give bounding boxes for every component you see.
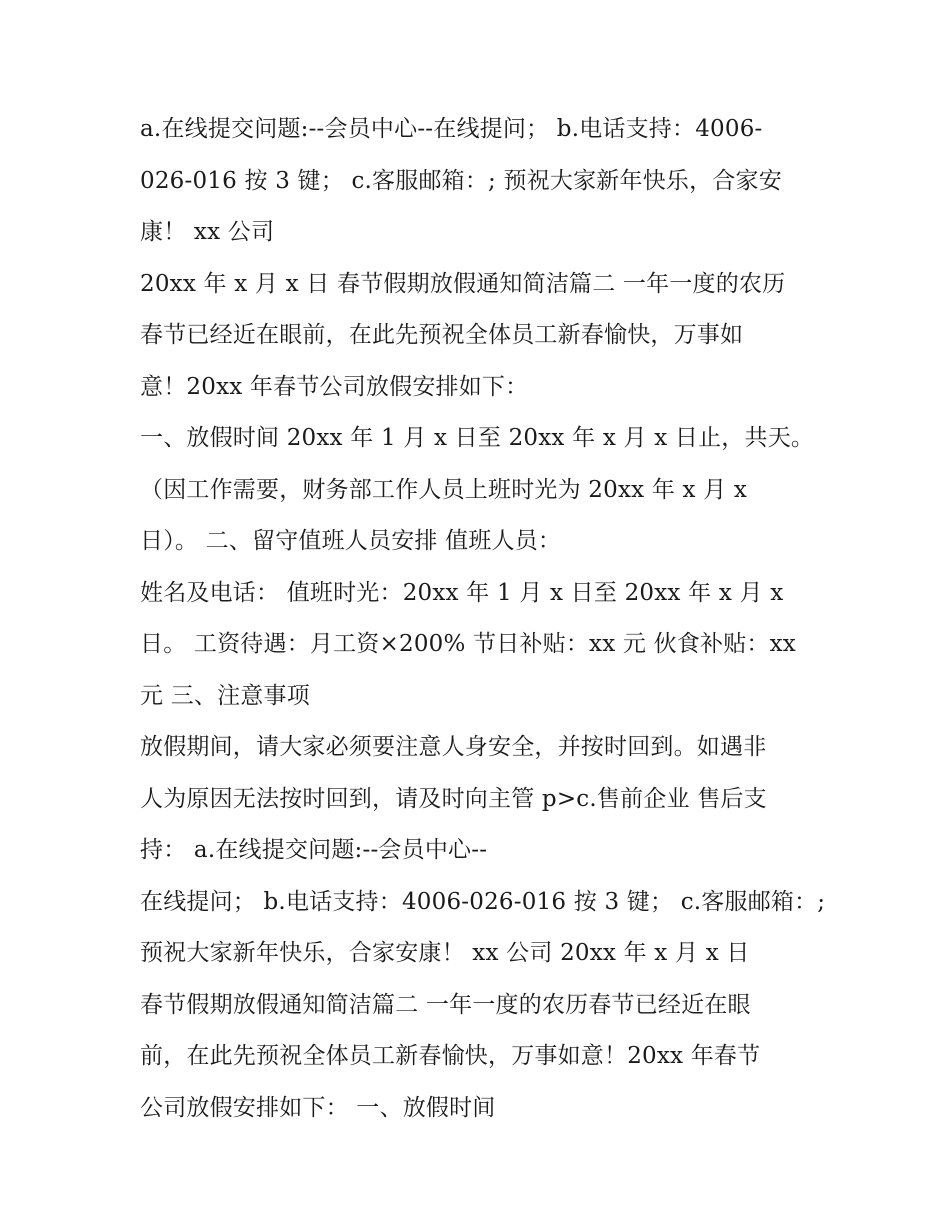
text-line: a.在线提交问题:--会员中心--在线提问； b.电话支持：4006- bbox=[140, 116, 763, 142]
text-line: 026-016 按 3 键； c.客服邮箱：; 预祝大家新年快乐，合家安 bbox=[140, 167, 782, 194]
text-line: 春节假期放假通知简洁篇二 一年一度的农历春节已经近在眼 bbox=[140, 991, 751, 1018]
text-line: 日。 工资待遇：月工资×200% 节日补贴：xx 元 伙食补贴：xx bbox=[140, 631, 796, 657]
text-line: 20xx 年 x 月 x 日 春节假期放假通知简洁篇二 一年一度的农历 bbox=[140, 270, 786, 297]
text-line: 预祝大家新年快乐，合家安康！ xx 公司 20xx 年 x 月 x 日 bbox=[140, 940, 750, 966]
text-line: 元 三、注意事项 bbox=[140, 682, 310, 709]
text-line: 前，在此先预祝全体员工新春愉快，万事如意！20xx 年春节 bbox=[140, 1043, 761, 1069]
text-line: 姓名及电话： 值班时光：20xx 年 1 月 x 日至 20xx 年 x 月 x bbox=[140, 579, 784, 606]
text-line: 一、放假时间 20xx 年 1 月 x 日至 20xx 年 x 月 x 日止，共天。 bbox=[140, 425, 815, 451]
document-body bbox=[140, 104, 826, 1134]
text-line: （因工作需要，财务部工作人员上班时光为 20xx 年 x 月 x bbox=[140, 476, 748, 503]
text-line: 日）。 二、留守值班人员安排 值班人员： bbox=[140, 528, 562, 554]
text-line: 意！20xx 年春节公司放假安排如下： bbox=[140, 373, 529, 400]
text-line: 放假期间，请大家必须要注意人身安全，并按时回到。如遇非 bbox=[140, 734, 767, 760]
text-line: 康！ xx 公司 bbox=[140, 219, 275, 245]
text-line: 持： a.在线提交问题:--会员中心-- bbox=[140, 837, 488, 863]
text-line: 人为原因无法按时回到，请及时向主管 p>c.售前企业 售后支 bbox=[140, 785, 767, 812]
text-line: 公司放假安排如下： 一、放假时间 bbox=[140, 1094, 496, 1121]
text-line: 春节已经近在眼前，在此先预祝全体员工新春愉快，万事如 bbox=[140, 322, 744, 348]
text-line: 在线提问； b.电话支持：4006-026-016 按 3 键； c.客服邮箱：; bbox=[140, 888, 826, 915]
